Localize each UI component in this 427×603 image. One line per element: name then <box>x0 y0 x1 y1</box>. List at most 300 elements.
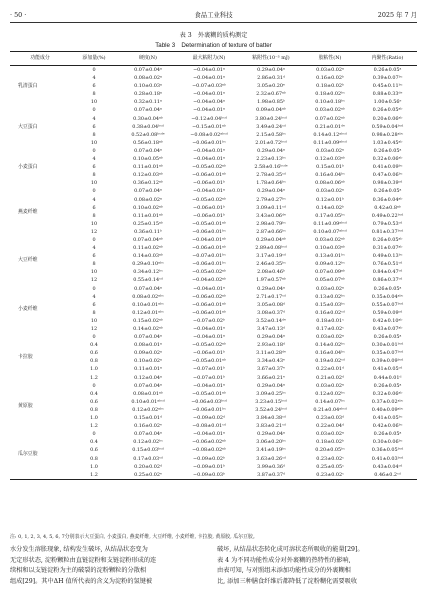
value-cell: 0.08±0.01ᵃᵇ <box>133 390 163 397</box>
value-cell: 2.15±0.58ᵇᶜ <box>256 131 286 138</box>
value-cell: 2.79±0.27ᵇᶜ <box>256 196 286 203</box>
table-row <box>10 446 417 454</box>
value-cell: 0.32±0.06ᵃᵇ <box>372 390 403 397</box>
value-cell: 0.12±0.03ᵃᵇ <box>315 156 345 163</box>
value-cell: 0.15±0.02ᵃᵇ <box>133 317 163 324</box>
dosage-cell: 1.0 <box>90 366 98 373</box>
value-cell: 0.16±0.02ᶜᵈ <box>315 309 345 316</box>
value-cell: 0.15±0.01ᵈ <box>134 415 162 422</box>
value-cell: 0.52±0.08ᵇᶜᵈᵉ <box>131 131 165 138</box>
value-cell: −0.04±0.01ᵃᵇ <box>192 236 226 243</box>
table-note: 注: 0, 1, 2, 3, 4, 5, 6, 7分别表示大豆蛋白, 小麦蛋白, 燕麦纤维, 大豆纤维, 小麦纤维, 卡拉胶, 黄原胶, 瓜尔豆胶。 <box>10 534 258 540</box>
value-cell: 0.18±0.02ᵇᶜ <box>315 91 345 98</box>
value-cell: −0.06±0.01ᵇ <box>193 212 225 219</box>
value-cell: −0.06±0.03ᵇᶜᵈ <box>191 398 227 405</box>
table-row <box>10 398 417 406</box>
value-cell: 0.42±0.06ᵇᶜ <box>372 423 403 430</box>
value-cell: 0.08±0.02ᵃ <box>134 75 162 82</box>
value-cell: 2.93±0.18ᵈ <box>257 342 285 349</box>
dosage-cell: 4 <box>92 115 96 122</box>
table-row <box>10 341 417 349</box>
value-cell: 1.00±0.56ᵉ <box>373 99 402 106</box>
value-cell: 0.26±0.05ᵃ <box>373 431 402 438</box>
value-cell: −0.07±0.01ᵇ <box>193 374 225 381</box>
value-cell: 3.34±0.43ᵉ <box>257 358 285 365</box>
value-cell: 0.49±0.22ᵇᶜᵈ <box>371 212 404 219</box>
value-cell: 0.11±0.09ᵃᵇᶜᵈ <box>313 220 347 227</box>
dosage-cell: 10 <box>90 317 98 324</box>
value-cell: 0.11±0.02ᵃᵇ <box>133 245 163 252</box>
value-cell: 3.80±0.24ᵇᶜᵈ <box>255 115 287 122</box>
value-cell: 0.14±0.02ᵇ <box>316 204 344 211</box>
value-cell: −0.07±0.02ᵇ <box>193 317 225 324</box>
group-name-cell: 大豆纤维 <box>18 257 38 264</box>
value-cell: −0.04±0.01ᵃ <box>193 91 225 98</box>
value-cell: 0.20±0.06ᵃᵇ <box>372 115 403 122</box>
value-cell: 0.39±0.09ᵇᶜᵈ <box>371 358 404 365</box>
value-cell: −0.04±0.04ᵃ <box>193 99 225 106</box>
value-cell: 0.14±0.03ᵃᵇ <box>133 253 163 260</box>
value-cell: 0.16±0.02ᵇ <box>316 75 344 82</box>
dosage-cell: 0 <box>92 236 96 243</box>
group-name-cell: 卡拉胶 <box>18 354 33 361</box>
table-row <box>10 260 417 268</box>
value-cell: 0.09±0.12ᵇᶜ <box>315 261 345 268</box>
table-row <box>10 236 417 244</box>
table-row <box>10 147 417 155</box>
value-cell: 0.07±0.04ᵃ <box>134 107 162 114</box>
value-cell: 0.34±0.12ᵇᶜ <box>133 269 163 276</box>
value-cell: 2.86±0.31ᵈ <box>257 75 285 82</box>
value-cell: 0.29±0.04ᵃ <box>257 334 285 341</box>
page-number: · 50 · <box>10 11 27 19</box>
body-line: 无定形状态, 淀粉颗粒由直链淀粉和支链淀粉形成的连 <box>10 556 157 564</box>
value-cell: 1.78±0.64ᵇᶜ <box>256 180 286 187</box>
value-cell: 0.36±0.05ᵇᶜᵈ <box>371 447 404 454</box>
dosage-cell: 8 <box>92 172 96 179</box>
value-cell: 0.79±0.53ᶜᵈ <box>372 220 403 227</box>
value-cell: 0.07±0.04ᵃ <box>134 382 162 389</box>
value-cell: 0.59±0.09ᶜᵈ <box>372 309 403 316</box>
table-row <box>10 155 417 163</box>
value-cell: 0.03±0.02ᵃᵇ <box>315 236 345 243</box>
value-cell: 0.07±0.04ᵃ <box>134 188 162 195</box>
value-cell: 0.22±0.01ᵈ <box>316 366 344 373</box>
dosage-cell: 6 <box>92 123 96 130</box>
group-name-cell: 瓜尔豆胶 <box>18 451 38 458</box>
value-cell: 0.26±0.05ᵃ <box>373 382 402 389</box>
value-cell: −0.05±0.01ᵃᵇ <box>192 358 226 365</box>
value-cell: 2.23±0.13ᵇᶜ <box>256 156 286 163</box>
value-cell: −0.07±0.01ᵇ <box>193 366 225 373</box>
value-cell: 0.46±0.2ᶜᵈ <box>374 471 401 478</box>
table-header-row <box>10 52 417 66</box>
value-cell: −0.06±0.01ᵃᵇ <box>192 301 226 308</box>
dosage-cell: 10 <box>90 220 98 227</box>
column-header: 内聚性(Ratio) <box>358 52 417 66</box>
dosage-cell: 0 <box>92 285 96 292</box>
value-cell: 0.35±0.07ᵇᶜᵈ <box>371 350 404 357</box>
value-cell: 3.11±0.28ᵈᵉ <box>256 350 286 357</box>
table-row <box>10 66 417 75</box>
value-cell: −0.06±0.01ᵇ <box>193 350 225 357</box>
value-cell: −0.05±0.01ᵃᵇ <box>192 390 226 397</box>
value-cell: 0.07±0.04ᵃ <box>134 147 162 154</box>
body-text-right <box>217 545 417 587</box>
group-name-cell: 小麦蛋白 <box>18 164 38 171</box>
table-row <box>10 390 417 398</box>
value-cell: 3.66±0.21ᵉ <box>257 374 285 381</box>
value-cell: 3.08±0.37ᵈ <box>257 309 285 316</box>
value-cell: −0.06±0.01ᵇᶜ <box>192 139 226 146</box>
value-cell: 0.30±0.06ᵇᶜ <box>372 439 403 446</box>
value-cell: 0.10±0.03ᵃᵇ <box>315 245 345 252</box>
value-cell: 0.05±0.07ᵃᵇ <box>315 277 345 284</box>
table-row <box>10 244 417 252</box>
dosage-cell: 6 <box>92 204 96 211</box>
value-cell: 0.32±0.11ᵃ <box>134 99 162 106</box>
value-cell: −0.06±0.01ᵇ <box>193 180 225 187</box>
value-cell: 2.01±0.72ᵇᶜᵈ <box>255 139 287 146</box>
value-cell: 0.31±0.07ᵃᵇ <box>372 245 403 252</box>
value-cell: 0.07±0.04ᵃ <box>134 334 162 341</box>
table-row <box>10 357 417 365</box>
value-cell: 0.41±0.09ᵇᶜ <box>372 164 403 171</box>
value-cell: 0.11±0.01ᵃᵇ <box>133 212 163 219</box>
value-cell: 2.08±0.46ᵇ <box>257 269 285 276</box>
value-cell: 0.09±0.02ᵃ <box>134 350 162 357</box>
value-cell: −0.06±0.02ᵃᵇ <box>192 439 226 446</box>
table-row <box>10 171 417 179</box>
value-cell: 0.26±0.05ᵃ <box>373 147 402 154</box>
value-cell: 0.36±0.04ᵃᵇ <box>372 196 403 203</box>
dosage-cell: 4 <box>92 75 96 82</box>
value-cell: −0.04±0.01ᵃ <box>193 188 225 195</box>
dosage-cell: 0.4 <box>90 390 98 397</box>
value-cell: 0.11±0.01ᵃᵇ <box>133 164 163 171</box>
value-cell: 0.03±0.02ᵃ <box>316 67 344 73</box>
dosage-cell: 0 <box>92 382 96 389</box>
value-cell: 0.23±0.02ᶜ <box>316 455 344 462</box>
value-cell: 2.87±0.66ᵇᶜ <box>256 228 286 235</box>
value-cell: 0.14±0.02ᵃᵇ <box>133 326 163 332</box>
table-row <box>10 106 417 114</box>
header-rule <box>10 22 417 23</box>
value-cell: 0.38±0.04ᵇᶜᵈ <box>132 123 164 130</box>
table-row <box>10 252 417 260</box>
table-caption-cn: 表 3 外裹糊的质构测定 <box>179 32 248 39</box>
table-row <box>10 123 417 131</box>
journal-name: 食品工业科技 <box>194 11 233 19</box>
table-row <box>10 179 417 187</box>
value-cell: 0.12±0.02ᵇᶜ <box>315 390 345 397</box>
value-cell: 0.10±0.18ᵇᶜ <box>315 99 345 106</box>
table-row <box>10 374 417 382</box>
value-cell: 0.10±0.02ᵃᵇ <box>133 204 163 211</box>
value-cell: −0.04±0.01ᵃ <box>193 147 225 154</box>
texture-table <box>10 51 417 480</box>
value-cell: 0.18±0.02ᵇ <box>316 439 344 446</box>
column-header: 功能成分 <box>10 52 70 66</box>
value-cell: −0.05±0.02ᵃᵇ <box>192 164 226 171</box>
table-row <box>10 276 417 284</box>
value-cell: −0.04±0.01ᵃ <box>193 326 225 332</box>
value-cell: −0.12±0.04ᵇᶜᵈ <box>191 115 227 122</box>
body-line: 组成[29]。其中ΔH 值所代表的含义为淀粉的氢键被 <box>10 577 153 585</box>
value-cell: 0.18±0.02ᵇ <box>316 83 344 90</box>
value-cell: 1.98±0.85ᵇ <box>257 99 285 106</box>
value-cell: −0.09±0.03ᵇ <box>193 471 225 478</box>
value-cell: 0.84±0.47ᶜᵈ <box>372 269 403 276</box>
value-cell: 3.17±0.19ᶜᵈ <box>256 253 286 260</box>
table-row <box>10 414 417 422</box>
value-cell: 0.28±0.18ᵃ <box>134 91 162 98</box>
value-cell: 0.11±0.01ᵃ <box>134 366 162 373</box>
value-cell: 0.55±0.14ᶜᵈ <box>133 277 163 284</box>
value-cell: 0.56±0.18ᵃᵇ <box>133 139 163 146</box>
value-cell: 0.49±0.13ᵇᶜ <box>372 253 403 260</box>
value-cell: −0.05±0.01ᵃᵇ <box>192 220 226 227</box>
table-row <box>10 365 417 373</box>
issue-date: 2025 年 7 月 <box>377 11 417 19</box>
group-name-cell: 小麦纤维 <box>18 305 38 312</box>
dosage-cell: 0 <box>92 188 96 195</box>
value-cell: 0.23±0.03ᵈ <box>316 415 344 422</box>
dosage-cell: 8 <box>92 212 96 219</box>
table-row <box>10 220 417 228</box>
value-cell: 3.49±0.24ᶜᵈ <box>256 123 286 130</box>
value-cell: −0.09±0.02ᵈ <box>193 415 225 422</box>
value-cell: 0.29±0.04ᵃ <box>257 382 285 389</box>
value-cell: −0.04±0.01ᵃ <box>193 67 225 73</box>
value-cell: 3.63±0.26ᶜᵈ <box>256 455 286 462</box>
value-cell: −0.04±0.01ᵃ <box>193 75 225 82</box>
value-cell: 0.03±0.02ᵃ <box>316 188 344 195</box>
value-cell: −0.08±0.02ᵃᵇᶜᵈ <box>190 131 228 138</box>
dosage-cell: 1.0 <box>90 415 98 422</box>
dosage-cell: 0.8 <box>90 358 98 365</box>
value-cell: 3.05±0.20ᵉ <box>257 83 285 90</box>
value-cell: 3.47±0.13ᵈ <box>257 326 285 332</box>
value-cell: 0.14±0.02ᵇᶜ <box>315 342 345 349</box>
value-cell: −0.09±0.02ᵇ <box>193 455 225 462</box>
value-cell: 0.55±0.07ᵇᶜᵈ <box>371 301 404 308</box>
value-cell: −0.06±0.01ᵃᵇ <box>192 309 226 316</box>
value-cell: −0.07±0.03ᵃᵇ <box>192 83 226 90</box>
value-cell: 3.87±0.37ᵈ <box>257 471 285 478</box>
value-cell: 0.09±0.04ᵃᵇ <box>256 107 286 114</box>
value-cell: −0.06±0.01ᵇᶜ <box>192 406 226 413</box>
dosage-cell: 8 <box>92 261 96 268</box>
value-cell: 0.98±0.28ᵃᵇᶜ <box>371 131 404 138</box>
table-row <box>10 268 417 276</box>
dosage-cell: 0 <box>92 67 96 73</box>
value-cell: 0.12±0.03ᵃᵇ <box>133 172 163 179</box>
value-cell: 3.83±0.21ᶜᵈ <box>256 423 286 430</box>
value-cell: 3.84±0.38ᶜᵈ <box>256 415 286 422</box>
dosage-cell: 0.6 <box>90 398 98 405</box>
value-cell: 0.16±0.02ᵉ <box>134 423 162 430</box>
group-name-cell: 大豆蛋白 <box>18 123 38 130</box>
value-cell: 0.29±0.04ᵃ <box>257 285 285 292</box>
dosage-cell: 12 <box>90 326 98 332</box>
dosage-cell: 0 <box>92 147 96 154</box>
body-text-left <box>10 545 210 587</box>
value-cell: 0.29±0.04ᵃᵇ <box>256 236 286 243</box>
value-cell: −0.06±0.01ᵃᵇ <box>192 172 226 179</box>
body-line: 水分发生溶胀现象, 结构发生破坏, 从结晶状态变为 <box>10 546 148 553</box>
value-cell: 0.30±0.01ᵇᶜᵈ <box>371 342 404 349</box>
value-cell: 0.03±0.02ᵃ <box>316 431 344 438</box>
dosage-cell: 0.8 <box>90 455 98 462</box>
table-row <box>10 317 417 325</box>
value-cell: 0.42±0.8ᵃᵇ <box>374 204 401 211</box>
value-cell: 3.67±0.37ᵉ <box>257 366 285 373</box>
table-row <box>10 438 417 446</box>
table-row <box>10 301 417 309</box>
dosage-cell: 6 <box>92 301 96 308</box>
value-cell: −0.06±0.02ᵃᵇ <box>192 293 226 300</box>
dosage-cell: 0.4 <box>90 439 98 446</box>
value-cell: 3.09±0.11ᶜᵈ <box>256 204 286 211</box>
dosage-cell: 8 <box>92 91 96 98</box>
value-cell: 0.29±0.04ᵃ <box>257 67 285 73</box>
table-row <box>10 430 417 438</box>
value-cell: 0.12±0.04ᵃ <box>134 374 162 381</box>
value-cell: 0.17±0.02ᶜ <box>316 326 344 332</box>
value-cell: 0.25±0.02ᵉ <box>134 471 162 478</box>
table-caption-en: Table 3 Determination of texture of batter <box>155 42 272 49</box>
value-cell: 0.26±0.05ᵃ <box>373 285 402 292</box>
value-cell: −0.05±0.02ᵃᵇ <box>192 342 226 349</box>
table-row <box>10 131 417 139</box>
value-cell: −0.05±0.02ᵃᵇ <box>192 196 226 203</box>
table-row <box>10 285 417 293</box>
value-cell: 0.14±0.07ᵇᶜ <box>315 398 345 405</box>
dosage-cell: 4 <box>92 293 96 300</box>
value-cell: 0.03±0.02ᵃ <box>316 147 344 154</box>
value-cell: −0.06±0.01ᵇ <box>193 204 225 211</box>
table-row <box>10 98 417 106</box>
value-cell: 0.39±0.07ᵇᶜ <box>372 75 403 82</box>
value-cell: 0.43±0.04ᶜᵈ <box>372 463 403 470</box>
column-header: 硬度(N) <box>118 52 178 66</box>
table-row <box>10 82 417 90</box>
value-cell: 0.12±0.02ᵃᵇᶜ <box>132 406 164 413</box>
value-cell: 0.41±0.05ᶜᵈ <box>372 366 403 373</box>
dosage-cell: 4 <box>92 156 96 163</box>
value-cell: 2.89±0.08ᵇᶜᵈ <box>255 245 287 252</box>
value-cell: 0.07±0.09ᵃᵇ <box>315 269 345 276</box>
table-row <box>10 163 417 171</box>
value-cell: 0.17±0.03ᶜᵈ <box>133 455 163 462</box>
table-row <box>10 204 417 212</box>
value-cell: 0.26±0.05ᵃ <box>373 334 402 341</box>
value-cell: 0.36±0.12ᵃᵇ <box>133 180 163 187</box>
value-cell: 0.25±0.15ᵃᵇ <box>133 220 163 227</box>
value-cell: −0.04±0.01ᵃ <box>193 334 225 341</box>
value-cell: 3.52±0.24ᵇᶜᵈ <box>255 406 287 413</box>
table-row <box>10 74 417 82</box>
value-cell: 0.13±0.02ᵇᶜ <box>315 293 345 300</box>
table-row <box>10 382 417 390</box>
value-cell: 0.86±0.37ᶜᵈ <box>372 277 403 284</box>
dosage-cell: 8 <box>92 309 96 316</box>
value-cell: 0.15±0.03ᵇᶜᵈ <box>132 447 164 454</box>
table-row <box>10 422 417 430</box>
value-cell: 0.07±0.04ᵃ <box>134 285 162 292</box>
value-cell: 0.07±0.04ᵃᵇ <box>133 236 163 243</box>
value-cell: 0.25±0.05ᶜ <box>316 463 344 470</box>
table-row <box>10 406 417 414</box>
table-row <box>10 293 417 301</box>
value-cell: 3.06±0.20ᵇᶜ <box>256 439 286 446</box>
table-row <box>10 115 417 123</box>
value-cell: −0.09±0.01ᵇ <box>193 463 225 470</box>
value-cell: −0.04±0.02ᵃᵇ <box>192 277 226 284</box>
value-cell: 0.30±0.04ᵃᵇ <box>133 115 163 122</box>
table-row <box>10 187 417 195</box>
column-header: 粘附性(10⁻³ mJ) <box>240 52 302 66</box>
value-cell: 1.97±0.57ᵃᵇ <box>256 277 286 284</box>
dosage-cell: 10 <box>90 99 98 106</box>
dosage-cell: 6 <box>92 83 96 90</box>
column-header: 胶粘性(N) <box>302 52 358 66</box>
body-line: 破坏, 从结晶状态转化成可溶状态所吸收的能量[29]。 <box>217 546 364 553</box>
value-cell: 0.16±0.04ᵇᶜ <box>315 172 345 179</box>
dosage-cell: 10 <box>90 180 98 187</box>
value-cell: 0.07±0.04ᵃ <box>134 67 162 73</box>
value-cell: −0.15±0.01ᵃᵇ <box>192 123 226 130</box>
value-cell: 0.36±0.11ᵇ <box>134 228 162 235</box>
value-cell: −0.04±0.01ᵃ <box>193 382 225 389</box>
value-cell: 0.59±0.04ᵇᶜᵈ <box>371 123 404 130</box>
table-row <box>10 228 417 236</box>
value-cell: 0.23±0.02ᶜ <box>316 471 344 478</box>
value-cell: 0.03±0.02ᵃ <box>316 285 344 292</box>
table-row <box>10 455 417 463</box>
value-cell: −0.06±0.01ᵇᶜ <box>192 228 226 235</box>
dosage-cell: 0.4 <box>90 342 98 349</box>
value-cell: 0.10±0.05ᵃᵇ <box>133 156 163 163</box>
body-line: 续相和以支链淀粉为主的破裂的淀粉颗粒的分散相 <box>10 567 147 574</box>
value-cell: 0.76±0.51ᶜᵈ <box>372 261 403 268</box>
value-cell: 0.15±0.03ᵇᶜ <box>315 301 345 308</box>
value-cell: 3.05±0.08ᵈ <box>257 301 285 308</box>
dosage-cell: 0.6 <box>90 447 98 454</box>
dosage-cell: 6 <box>92 253 96 260</box>
value-cell: 0.42±0.10ᵃᵇ <box>372 317 403 324</box>
value-cell: 2.46±0.35ᵇᶜ <box>256 261 286 268</box>
value-cell: 0.32±0.06ᵃᵇ <box>372 156 403 163</box>
page-header <box>10 10 417 21</box>
table-row <box>10 139 417 147</box>
value-cell: 3.99±0.36ᵈ <box>257 463 285 470</box>
value-cell: 3.23±0.15ᵇᶜᵈ <box>255 398 287 405</box>
dosage-cell: 0 <box>92 431 96 438</box>
value-cell: 0.03±0.02ᵃ <box>316 334 344 341</box>
value-cell: 0.26±0.05ᵃ <box>373 67 402 73</box>
value-cell: 0.22±0.04ᵈ <box>316 423 344 430</box>
value-cell: 3.09±0.25ᵇᶜ <box>256 390 286 397</box>
table-row <box>10 212 417 220</box>
table-row <box>10 471 417 480</box>
value-cell: 0.08±0.06ᵃᵇ <box>315 180 345 187</box>
value-cell: 0.20±0.02ᵈ <box>134 463 162 470</box>
value-cell: 0.16±0.04ᵇᶜ <box>315 350 345 357</box>
value-cell: 0.10±0.02ᵃ <box>134 358 162 365</box>
table-row <box>10 90 417 98</box>
